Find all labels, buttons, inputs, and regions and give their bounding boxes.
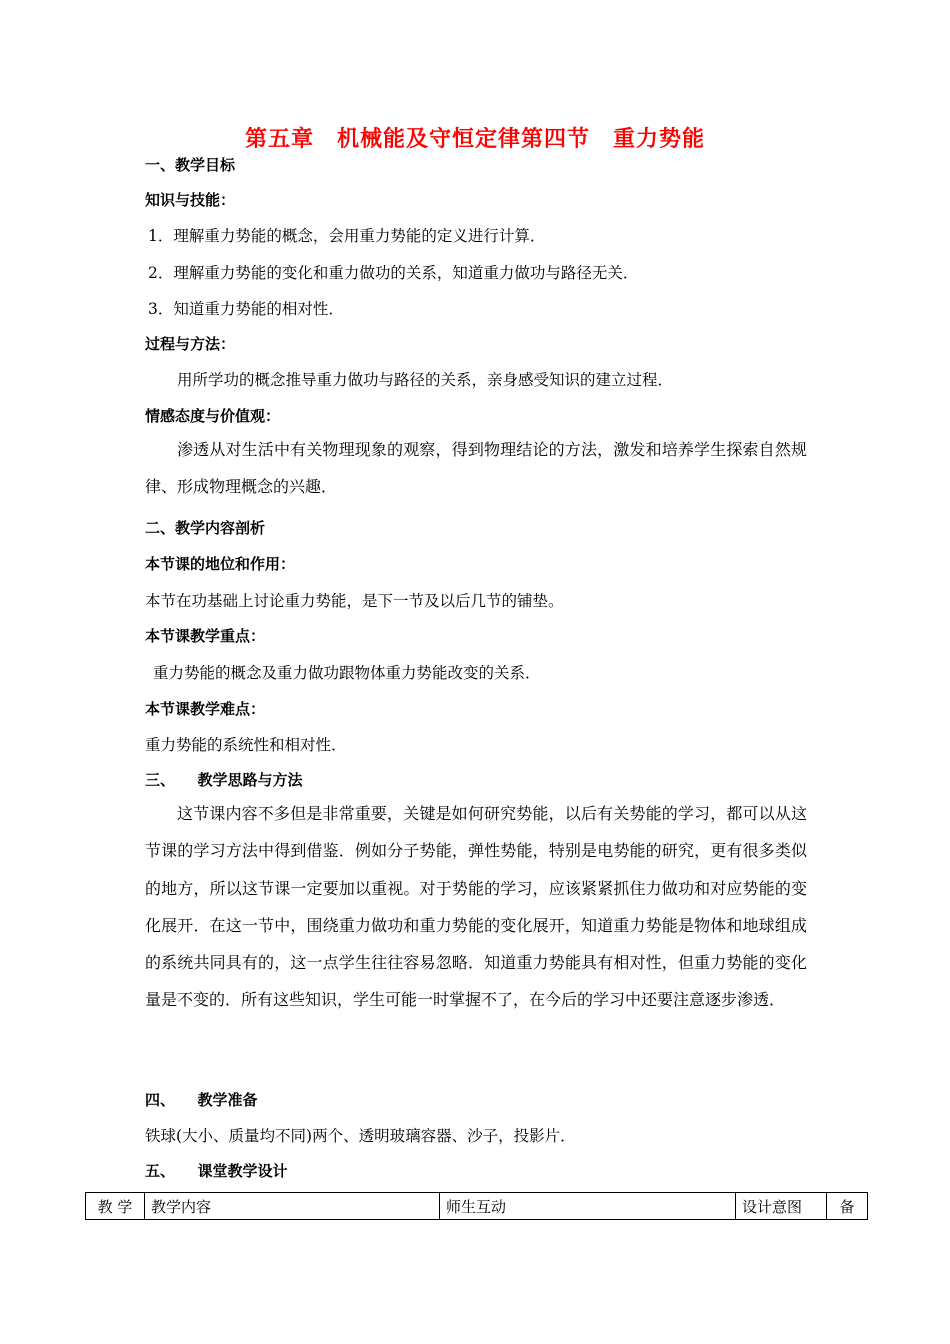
process-heading: 过程与方法： (145, 335, 236, 353)
document-title: 第五章 机械能及守恒定律第四节 重力势能 (244, 127, 705, 152)
lesson-design-table (85, 1192, 868, 1220)
role-heading: 本节课的地位和作用： (145, 555, 296, 573)
table-header-cell: 教学内容 (145, 1193, 440, 1220)
knowledge-item-2: 2．理解重力势能的变化和重力做功的关系，知道重力做功与路径无关． (148, 264, 639, 282)
table-header-cell: 备 (827, 1193, 868, 1220)
table-header-cell: 教 学 (86, 1193, 145, 1220)
knowledge-item-3: 3．知道重力势能的相对性． (148, 300, 344, 318)
role-text: 本节在功基础上讨论重力势能，是下一节及以后几节的铺垫。 (145, 592, 564, 610)
difficulty-text: 重力势能的系统性和相对性． (145, 736, 347, 754)
section-3-heading: 三、 教学思路与方法 (145, 771, 303, 789)
table-header-row (86, 1193, 868, 1220)
section-4-heading: 四、 教学准备 (145, 1091, 258, 1109)
section-5-heading: 五、 课堂教学设计 (145, 1162, 288, 1180)
section-1-heading: 一、教学目标 (145, 156, 236, 174)
section-4-text: 铁球(大小、质量均不同)两个、透明玻璃容器、沙子，投影片． (145, 1127, 576, 1145)
difficulty-heading: 本节课教学难点： (145, 700, 266, 718)
section-2-heading: 二、教学内容剖析 (145, 519, 266, 537)
key-heading: 本节课教学重点： (145, 627, 266, 645)
knowledge-item-1: 1．理解重力势能的概念，会用重力势能的定义进行计算． (148, 227, 546, 245)
emotion-heading: 情感态度与价值观： (145, 407, 281, 425)
table-header-cell: 设计意图 (736, 1193, 827, 1220)
emotion-text: 渗透从对生活中有关物理现象的观察，得到物理结论的方法，激发和培养学生探索自然规律、形成物理概念的兴趣． (145, 440, 807, 497)
key-text: 重力势能的概念及重力做功跟物体重力势能改变的关系． (153, 664, 541, 682)
process-text: 用所学功的概念推导重力做功与路径的关系，亲身感受知识的建立过程． (177, 371, 674, 389)
section-3-text: 这节课内容不多但是非常重要，关键是如何研究势能，以后有关势能的学习，都可以从这节课的学习方法中得到借鉴．例如分子势能，弹性势能，特别是电势能的研究，更有很多类似的地方，所以这节课一定要加以重视。对于势能的学习，应该紧紧抓住力做功和对应势能的变化展开．在这一节中，围绕重力做功和重力势能的变化展开，知道重力势能是物体和地球组成的系统共同具有的，这一点学生往往容易忽略．知道重力势能具有相对性，但重力势能的变化量是不变的．所有这些知识，学生可能一时掌握不了，在今后的学习中还要注意逐步渗透． (145, 804, 807, 1010)
knowledge-heading: 知识与技能： (145, 191, 236, 209)
table-header-cell: 师生互动 (440, 1193, 736, 1220)
